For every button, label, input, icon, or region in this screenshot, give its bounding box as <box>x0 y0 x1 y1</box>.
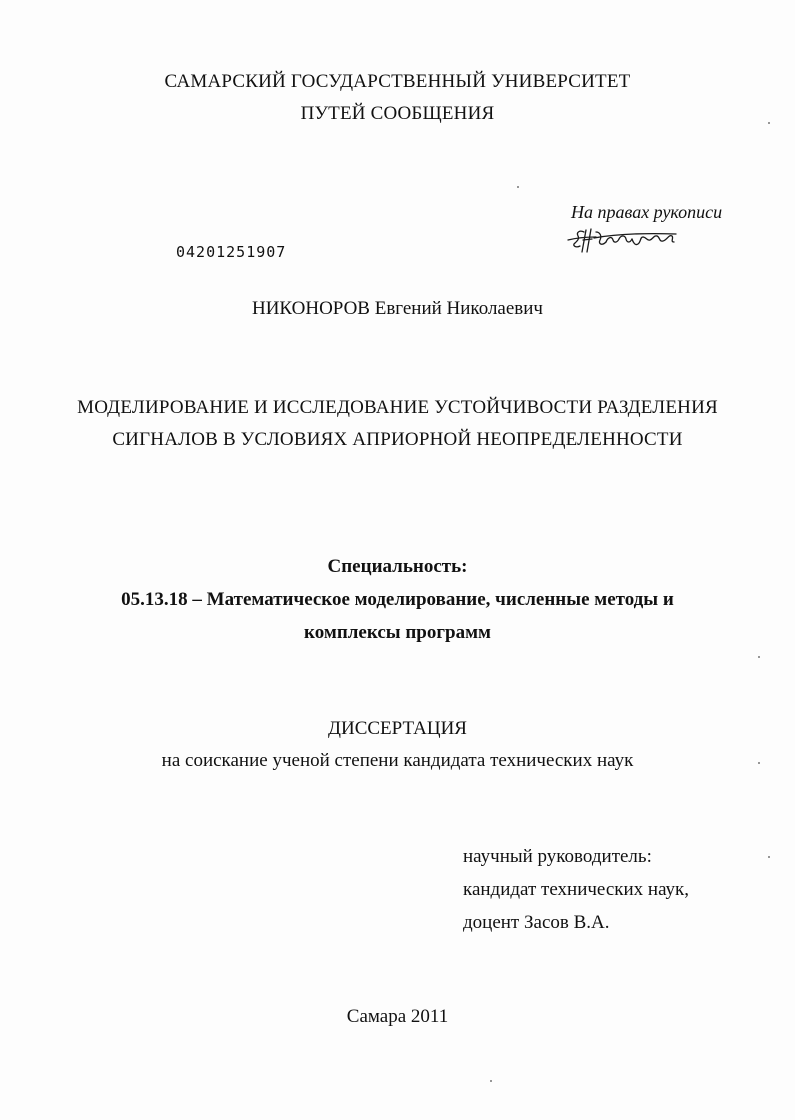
supervisor-line-3: доцент Засов В.А. <box>463 912 610 933</box>
scan-speck <box>768 856 770 858</box>
scan-speck <box>758 656 760 658</box>
registration-number: 04201251907 <box>176 243 287 261</box>
signature-image <box>566 222 681 258</box>
supervisor-line-2: кандидат технических наук, <box>463 879 690 900</box>
dissertation-title-line-1: МОДЕЛИРОВАНИЕ И ИССЛЕДОВАНИЕ УСТОЙЧИВОСТИ РАЗДЕЛЕНИЯ <box>77 397 718 418</box>
institution-line-1: САМАРСКИЙ ГОСУДАРСТВЕННЫЙ УНИВЕРСИТЕТ <box>164 71 631 92</box>
document-type-heading: ДИССЕРТАЦИЯ <box>328 718 467 739</box>
scan-speck <box>758 762 760 764</box>
specialty-line-1: 05.13.18 – Математическое моделирование, численные методы и <box>121 589 674 610</box>
institution-line-2: ПУТЕЙ СООБЩЕНИЯ <box>300 103 495 124</box>
place-and-year: Самара 2011 <box>346 1006 449 1027</box>
dissertation-title-line-2: СИГНАЛОВ В УСЛОВИЯХ АПРИОРНОЙ НЕОПРЕДЕЛЕННОСТИ <box>112 429 683 450</box>
scan-speck <box>517 186 519 188</box>
degree-subtitle: на соискание ученой степени кандидата технических наук <box>161 750 634 771</box>
scan-speck <box>490 1080 492 1082</box>
author-name: НИКОНОРОВ Евгений Николаевич <box>251 298 543 319</box>
manuscript-note: На правах рукописи <box>571 202 723 222</box>
supervisor-line-1: научный руководитель: <box>463 846 652 867</box>
specialty-line-2: комплексы программ <box>304 622 491 643</box>
specialty-label: Специальность: <box>327 556 468 577</box>
scan-speck <box>768 122 770 124</box>
